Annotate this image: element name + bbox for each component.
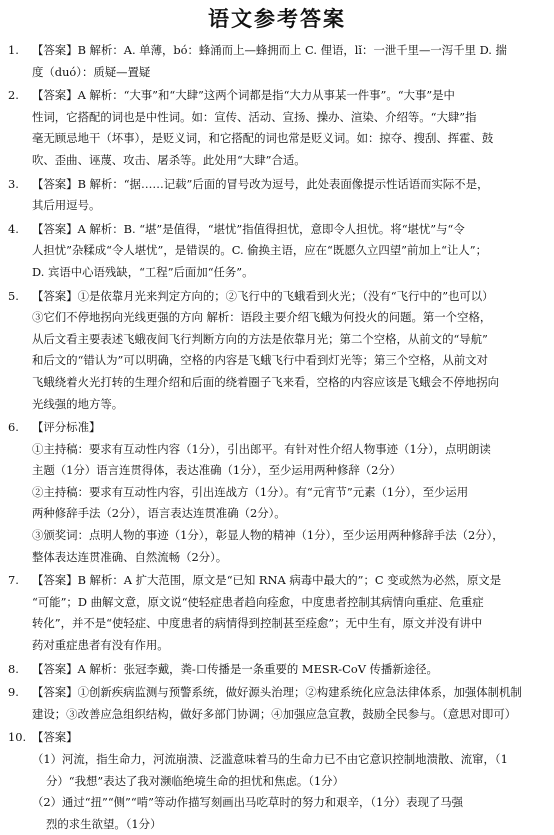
item-line: 【答案】①创新疾病监测与预警系统，做好源头治理；②构建系统化应急法律体系，加强体制机制 <box>32 685 522 700</box>
answer-item <box>6 219 548 284</box>
item-number: 4. <box>8 221 19 236</box>
item-line: 飞蛾绕着火光打转的生理介绍和后面的绕着圈子飞来看，空格的内容应该是飞蛾会不停地拐向 <box>32 374 500 389</box>
answer-item <box>6 40 548 83</box>
answer-item <box>6 659 548 681</box>
answer-item <box>6 286 548 416</box>
item-line: 度（duó）：质疑—置疑 <box>32 64 151 79</box>
item-line: 两种修辞手法（2分），语言表达连贯准确（2分）。 <box>32 506 286 521</box>
item-line: 吹、歪曲、诬蔑、攻击、屠杀等。此处用“大肆”合适。 <box>32 152 306 167</box>
item-line: 药对重症患者有没有作用。 <box>32 638 169 653</box>
item-line: 【答案】 <box>32 730 78 745</box>
item-line: 主题（1分）语言连贯得体，表达准确（1分），至少运用两种修辞（2分） <box>32 463 402 478</box>
item-number: 10. <box>8 730 27 745</box>
item-line: ①主持稿：要求有互动性内容（1分），引出郎平。有针对性介绍人物事迹（1分），点明朗读 <box>32 441 491 456</box>
item-line: 性词，它搭配的词也是中性词。如：宣传、活动、宣扬、操办、渲染、介绍等。“大肆”指 <box>32 109 477 124</box>
answer-list <box>6 40 548 725</box>
item-line: “可能”；D 曲解文意，原文说“使轻症患者趋向痊愈，中度患者控制其病情向重症、危重症 <box>32 594 484 609</box>
item-number: 9. <box>8 685 19 700</box>
page-title: 语文参考答案 <box>208 7 346 31</box>
item-number: 5. <box>8 288 19 303</box>
answer-item <box>6 727 548 835</box>
item-sub-line: （2）通过“扭”“侧”“啃”等动作描写刻画出马吃草时的努力和艰辛，（1分）表现了马强 <box>32 795 464 810</box>
item-line: 和后文的“错认为”可以明确，空格的内容是飞蛾飞行中看到灯光等；第三个空格，从前文对 <box>32 353 488 368</box>
item-sub-line: （1）河流，指生命力，河流崩溃、泛滥意味着马的生命力已不由它意识控制地溃散、流窜，（1 <box>32 752 508 766</box>
answer-item <box>6 417 548 568</box>
item-line: 【答案】B 解析：A 扩大范围，原文是“已知 RNA 病毒中最大的”；C 变或然为必然，原文是 <box>32 573 502 588</box>
item-line: 【答案】B 解析：“据……记载”后面的冒号改为逗号，此处表面像提示性话语而实际不是， <box>32 176 489 191</box>
item-number: 2. <box>8 88 19 103</box>
item-line: 【答案】A 解析：B. “堪”是值得，“堪忧”指值得担忧，意即令人担忧。将“堪忧”与“令 <box>32 221 465 236</box>
item-line: 转化”，并不是“使轻症、中度患者的病情得到控制甚至痊愈”；无中生有，原文并没有讲中 <box>32 616 483 631</box>
item-number: 6. <box>8 420 19 435</box>
answer-item <box>6 570 548 656</box>
item-line: 人担忧”杂糅成“令人堪忧”，是错误的。C. 偷换主语，应在“既愿久立四望”前加上“让人”； <box>32 243 487 258</box>
item-line: 其后用逗号。 <box>32 198 101 213</box>
item-number: 1. <box>8 43 19 57</box>
item-number: 3. <box>8 176 19 191</box>
item-line: 整体表达连贯准确、自然流畅（2分）。 <box>32 549 228 564</box>
item-line: ②主持稿：要求有互动性内容，引出连战方（1分）。有“元宵节”元素（1分），至少运用 <box>32 484 469 499</box>
answer-item <box>6 174 548 217</box>
item-line: 毫无顾忌地干（坏事），是贬义词，和它搭配的词也常是贬义词。如：掠夺、搜刮、挥霍、鼓 <box>32 131 494 146</box>
item-number: 7. <box>8 573 19 588</box>
item-sub-line: 烈的求生欲望。（1分） <box>46 816 162 831</box>
item-line: D. 宾语中心语残缺，“工程”后面加“任务”。 <box>32 264 254 279</box>
item-line: 【答案】A 解析：张冠李戴，粪-口传播是一条重要的 MESR-CoV 传播新途径。 <box>32 661 438 676</box>
item-line: 光线强的地方等。 <box>32 396 124 411</box>
item-line: ③颁奖词：点明人物的事迹（1分），彰显人物的精神（1分），至少运用两种修辞手法（2分）， <box>32 528 504 543</box>
item-line: 【评分标准】 <box>32 420 101 435</box>
item-line: 【答案】B 解析：A. 单薄，bó：蜂涌而上—蜂拥而上 C. 俚语，lǐ：一泄千里—一泻千里 D. 揣 <box>32 43 507 57</box>
item-line: ③它们不停地拐向光线更强的方向 解析：语段主要介绍飞蛾为何投火的问题。第一个空格， <box>32 310 492 325</box>
item-number: 8. <box>8 661 19 676</box>
item-line: 【答案】A 解析：“大事”和“大肆”这两个词都是指“大力从事某一件事”。“大事”是中 <box>32 88 455 103</box>
item-line: 从后文看主要表述飞蛾夜间飞行判断方向的方法是依靠月光；第二个空格，从前文的“导航” <box>32 331 488 346</box>
item-line: 建设；③改善应急组织结构，做好多部门协调；④加强应急宣教，鼓励全民参与。（意思对即可） <box>32 706 517 721</box>
answer-item <box>6 85 548 171</box>
item-sub-line: 分）“我想”表达了我对濒临绝境生命的担忧和焦虑。（1分） <box>46 773 344 788</box>
item-line: 【答案】①是依靠月光来判定方向的；②飞行中的飞蛾看到火光；（没有“飞行中的”也可以） <box>32 288 494 303</box>
